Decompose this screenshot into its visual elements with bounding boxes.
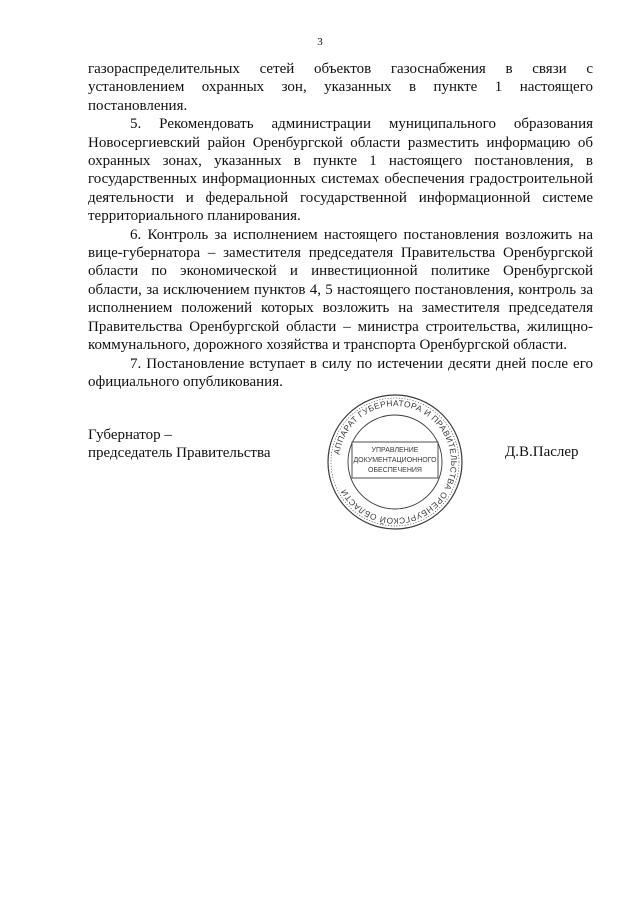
paragraph-continuation: газораспределительных сетей объектов газоснабжения в связи с установлением охранных зон, указанных в пункте 1 настоящего постановления. xyxy=(88,61,593,114)
signatory-title-line2: председатель Правительства xyxy=(88,445,271,462)
seal-ring-text: АППАРАТ ГУБЕРНАТОРА И ПРАВИТЕЛЬСТВА ОРЕНБУРГСКОЙ ОБЛАСТИ xyxy=(331,397,460,527)
document-body xyxy=(88,60,593,391)
seal-center-line3: ОБЕСПЕЧЕНИЯ xyxy=(368,467,422,474)
official-seal xyxy=(325,392,465,532)
signatory-name: Д.В.Паслер xyxy=(505,444,579,460)
paragraph-5: 5. Рекомендовать администрации муниципального образования Новосергиевский район Оренбургской области разместить информацию об охранных зонах, указанных в пункте 1 настоящего постановления, в государственных информационных системах обеспечения градостроительной деятельности и федеральной государственной информационной системе территориального планирования. xyxy=(88,116,593,225)
paragraph-6: 6. Контроль за исполнением настоящего постановления возложить на вице-губернатора – заместителя председателя Правительства Оренбургской области по экономической и инвестиционной политике Оренбургской области, за исключением пунктов 4, 5 настоящего постановления, контроль за исполнением положений которых возложить на заместителя председателя Правительства Оренбургской области – министра строительства, жилищно-коммунального, дорожного хозяйства и транспорта Оренбургской области. xyxy=(88,226,593,354)
signatory-title-line1: Губернатор – xyxy=(88,427,172,443)
paragraph-7: 7. Постановление вступает в силу по истечении десяти дней после его официального опубликования. xyxy=(88,355,593,390)
seal-center-line1: УПРАВЛЕНИЕ xyxy=(371,447,419,454)
seal-center-line2: ДОКУМЕНТАЦИОННОГО xyxy=(353,457,437,464)
signatory-title xyxy=(88,426,271,463)
page-number: 3 xyxy=(317,36,323,48)
